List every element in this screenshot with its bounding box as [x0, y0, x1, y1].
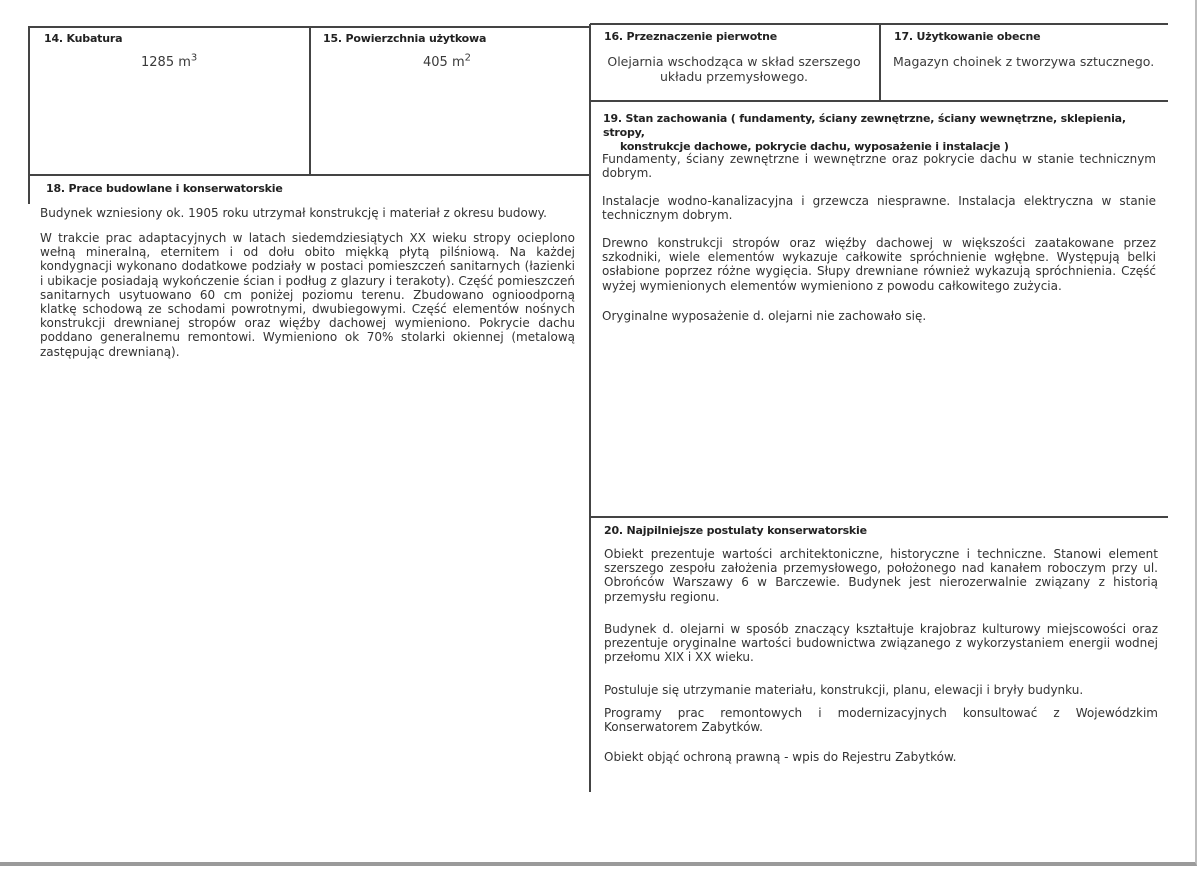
powierzchnia-value — [423, 52, 471, 70]
form-line-left-lower — [28, 174, 30, 204]
uzytkowanie-header: 17. Użytkowanie obecne — [894, 30, 1041, 43]
prace-paragraph-2: W trakcie prac adaptacyjnych w latach siedemdziesiątych XX wieku stropy ocieplono wełną mineralną, eternitem i od dołu obito miękką płytą pilśniową. Na każdej kondygnacji wykonano dodatkowe podziały w postaci pomieszczeń sanitarnych (łazienki i ubikacje posiadają wykończenie ścian i podług z glazury i terakoty). Część pomieszczeń sanitarnych usytuowano 60 cm poniżej poziomu terenu. Zbudowano ognioodporną klatkę schodową ze schodami powrotnymi, dwubiegowymi. Część elementów nośnych konstrukcji drewnianej stropów oraz więźby dachowej wymieniono. Pokrycie dachu poddano generalnemu remontowi. Wymieniono ok 70% stolarki okiennej (metalową zastępując drewnianą). — [40, 231, 575, 359]
stan-paragraph-1: Fundamenty, ściany zewnętrzne i wewnętrzne oraz pokrycie dachu w stanie technicznym dobrym. — [602, 152, 1156, 181]
postulaty-paragraph-5: Obiekt objąć ochroną prawną - wpis do Rejestru Zabytków. — [604, 750, 957, 764]
form-line-row2-right — [590, 100, 1168, 102]
kubatura-value — [141, 52, 198, 70]
postulaty-header: 20. Najpilniejsze postulaty konserwatorskie — [604, 524, 867, 537]
przeznaczenie-line-2: układu przemysłowego. — [659, 69, 809, 84]
stan-header-line-1: 19. Stan zachowania ( fundamenty, ściany zewnętrzne, ściany wewnętrzne, sklepienia, stropy, — [603, 112, 1126, 139]
powierzchnia-unit-exponent: 2 — [464, 52, 471, 64]
form-line-col1 — [309, 26, 311, 176]
przeznaczenie-line-1: Olejarnia wschodząca w skład szerszego — [607, 54, 861, 69]
przeznaczenie-value — [598, 54, 870, 84]
postulaty-paragraph-4: Programy prac remontowych i modernizacyjnych konsultować z Wojewódzkim Konserwatorem Zabytków. — [604, 706, 1158, 735]
kubatura-header: 14. Kubatura — [44, 32, 123, 45]
przeznaczenie-header: 16. Przeznaczenie pierwotne — [604, 30, 777, 43]
form-line-row2-left — [28, 174, 589, 176]
postulaty-paragraph-3: Postuluje się utrzymanie materiału, konstrukcji, planu, elewacji i bryły budynku. — [604, 683, 1084, 697]
uzytkowanie-value: Magazyn choinek z tworzywa sztucznego. — [893, 54, 1155, 69]
stan-paragraph-4: Oryginalne wyposażenie d. olejarni nie zachowało się. — [602, 309, 927, 323]
stan-paragraph-3: Drewno konstrukcji stropów oraz więźby dachowej w większości zaatakowane przez szkodniki, wiele elementów wykazuje całkowite spróchnienie wgłębne. Występują belki osłabione poprzez różne wygięcia. Słupy drewniane również wykazują spróchnienia. Część wyżej wymienionych elementów wymieniono z powodu całkowitego zużycia. — [602, 236, 1156, 293]
prace-paragraph-1: Budynek wzniesiony ok. 1905 roku utrzymał konstrukcję i materiał z okresu budowy. — [40, 206, 547, 220]
postulaty-paragraph-1: Obiekt prezentuje wartości architektoniczne, historyczne i techniczne. Stanowi element szerszego zespołu założenia przemysłowego, położonego nad kanałem roboczym przy ul. Obrońców Warszawy 6 w Barczewie. Budynek jest nierozerwalnie związany z historią przemysłu regionu. — [604, 547, 1158, 604]
postulaty-paragraph-2: Budynek d. olejarni w sposób znaczący kształtuje krajobraz kulturowy miejscowości oraz prezentuje oryginalne wartości budownictwa związanego z wykorzystaniem energii wodnej przełomu XIX i XX wieku. — [604, 622, 1158, 665]
prace-header: 18. Prace budowlane i konserwatorskie — [46, 182, 283, 195]
form-line-center — [589, 24, 591, 792]
powierzchnia-number: 405 m — [423, 55, 465, 70]
form-line-col3 — [879, 24, 881, 100]
stan-paragraph-2: Instalacje wodno-kanalizacyjna i grzewcza niesprawne. Instalacja elektryczna w stanie technicznym dobrym. — [602, 194, 1156, 223]
kubatura-number: 1285 m — [141, 55, 191, 70]
stan-header — [603, 112, 1163, 154]
powierzchnia-header: 15. Powierzchnia użytkowa — [323, 32, 487, 45]
form-line-row3-right — [590, 516, 1168, 518]
stan-header-line-2: konstrukcje dachowe, pokrycie dachu, wyposażenie i instalacje ) — [620, 140, 1009, 153]
form-line-left — [28, 26, 30, 176]
kubatura-unit-exponent: 3 — [190, 52, 198, 64]
